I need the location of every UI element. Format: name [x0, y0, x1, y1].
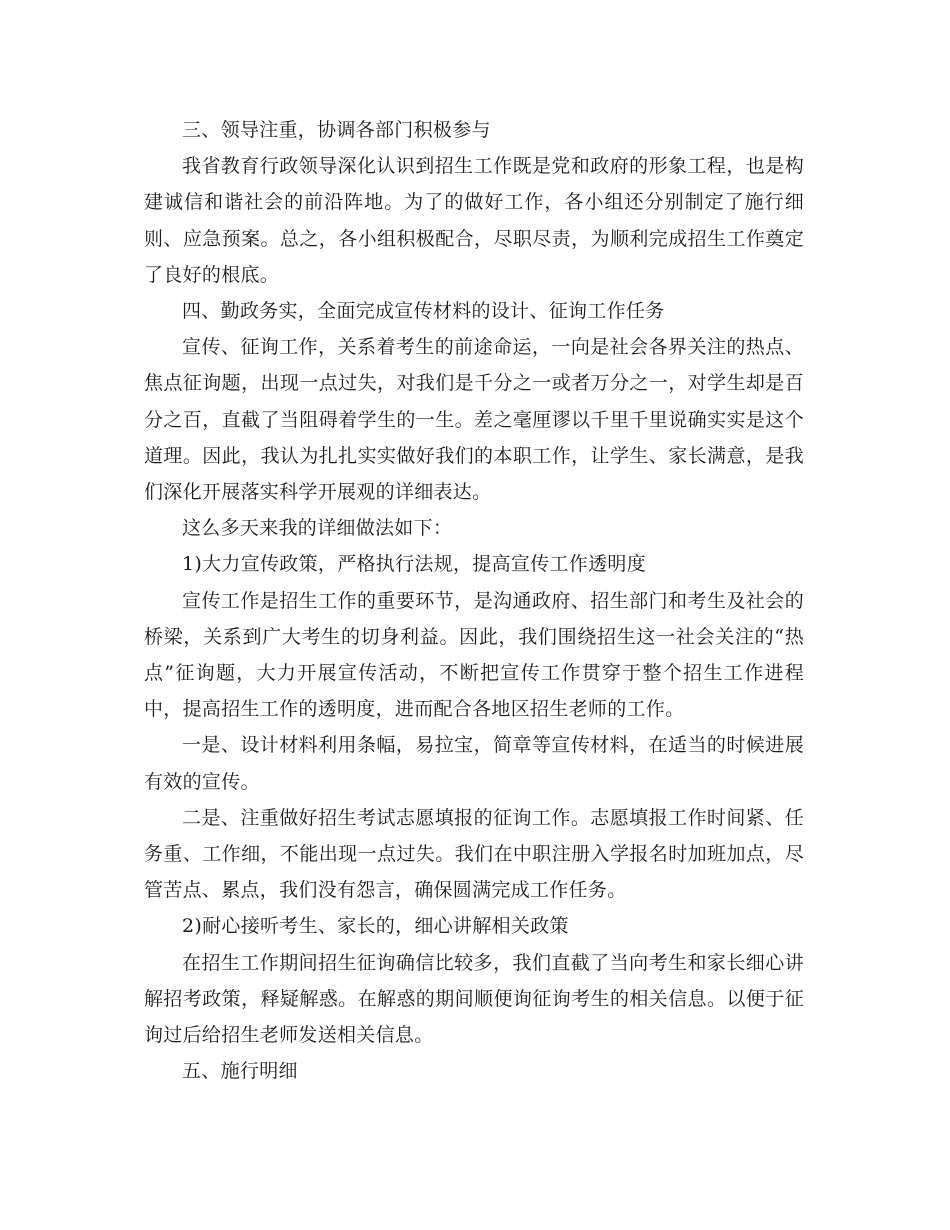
body-paragraph: 一是、设计材料利用条幅，易拉宝，简章等宣传材料，在适当的时候进展有效的宣传。 [144, 734, 804, 793]
body-paragraph: 宣传工作是招生工作的重要环节，是沟通政府、招生部门和考生及社会的桥梁，关系到广大考生的切身利益。因此，我们围绕招生这一社会关注的“热点”征询题，大力开展宣传活动，不断把宣传工作贯穿于整个招生工作进程中，提高招生工作的透明度，进而配合各地区招生老师的工作。 [144, 589, 804, 721]
body-paragraph: 这么多天来我的详细做法如下： [182, 517, 453, 540]
body-paragraph: 宣传、征询工作，关系着考生的前途命运，一向是社会各界关注的热点、焦点征询题，出现一点过失，对我们是千分之一或者万分之一，对学生却是百分之百，直截了当阻碍着学生的一生。差之毫厘谬以千里千里说确实实是这个道理。因此，我认为扎扎实实做好我们的本职工作，让学生、家长满意，是我们深化开展落实科学开展观的详细表达。 [144, 336, 804, 504]
section-heading-4: 四、勤政务实，全面完成宣传材料的设计、征询工作任务 [182, 300, 665, 323]
subsection-heading-1: 1)大力宣传政策，严格执行法规，提高宣传工作透明度 [182, 553, 647, 576]
body-paragraph: 在招生工作期间招生征询确信比较多，我们直截了当向考生和家长细心讲解招考政策，释疑解惑。在解惑的期间顺便询征询考生的相关信息。以便于征询过后给招生老师发送相关信息。 [144, 951, 804, 1047]
section-heading-3: 三、领导注重，协调各部门积极参与 [182, 119, 491, 141]
document-body [144, 112, 804, 1089]
subsection-heading-2: 2)耐心接听考生、家长的，细心讲解相关政策 [182, 915, 569, 938]
body-paragraph: 我省教育行政领导深化认识到招生工作既是党和政府的形象工程，也是构建诚信和谐社会的前沿阵地。为了的做好工作，各小组还分别制定了施行细则、应急预案。总之，各小组积极配合，尽职尽责，为顺利完成招生工作奠定了良好的根底。 [144, 155, 804, 286]
body-paragraph: 二是、注重做好招生考试志愿填报的征询工作。志愿填报工作时间紧、任务重、工作细，不能出现一点过失。我们在中职注册入学报名时加班加点，尽管苦点、累点，我们没有怨言，确保圆满完成工作任务。 [144, 806, 804, 902]
section-heading-5: 五、施行明细 [182, 1060, 298, 1083]
